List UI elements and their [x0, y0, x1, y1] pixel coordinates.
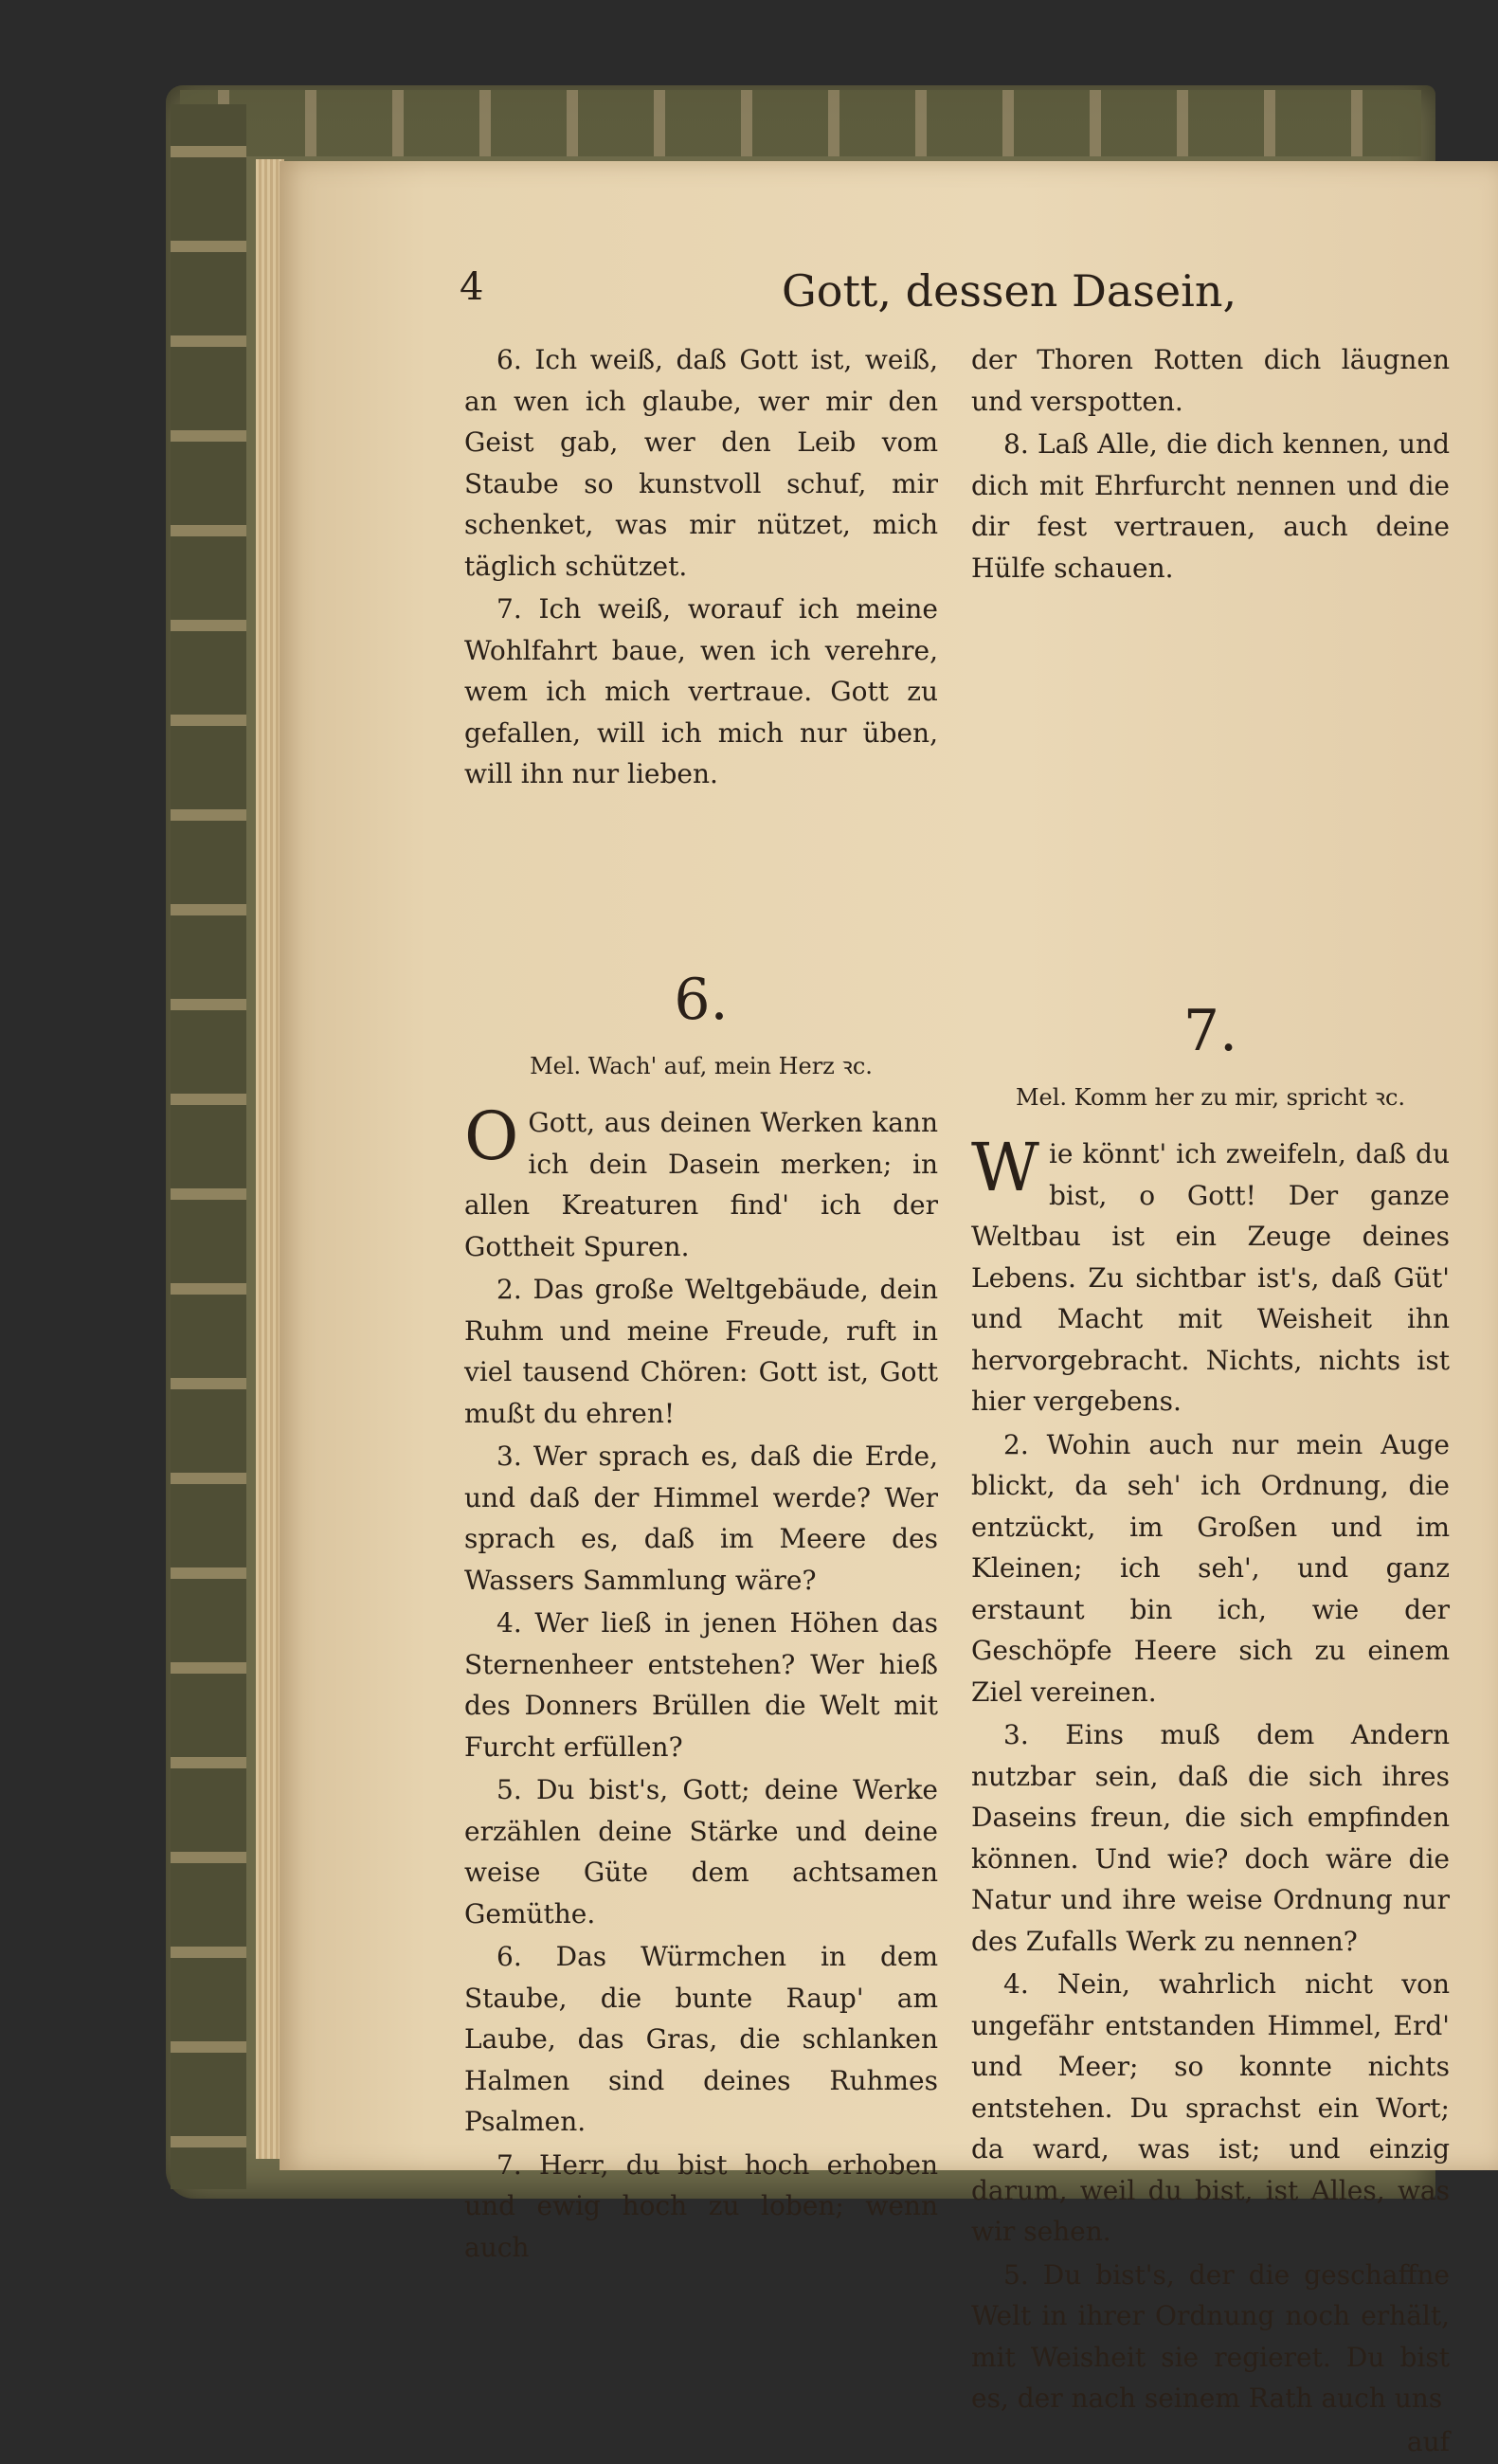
verse: 6. Ich weiß, daß Gott ist, weiß, an wen ich glaube, wer mir den Geist gab, wer den Leib vom Staube so kunstvoll schuf, mir schenket, was mir nützet, mich täglich schützet.: [464, 344, 938, 582]
verse: 5. Du bist's, der die geschaffne Welt in ihrer Ordnung noch erhält, mit Weisheit sie regieret. Du bist es, der nach seinem Rath auch uns: [971, 2258, 1450, 2414]
dropcap: W: [971, 1129, 1039, 1206]
verse-continuation: der Thoren Rotten dich läugnen und verspotten.: [971, 344, 1450, 417]
first-verse-text: Gott, aus deinen Werken kann ich dein Dasein merken; in allen Kreaturen find' ich der Gottheit Spuren.: [464, 1107, 938, 1262]
verse: 3. Wer sprach es, daß die Erde, und daß der Himmel werde? Wer sprach es, daß im Meere des Wassers Sammlung wäre?: [464, 1440, 938, 1596]
first-verse-text: ie könnt' ich zweifeln, daß du bist, o Gott! Der ganze Weltbau ist ein Zeuge deines Lebens. Zu sichtbar ist's, daß Güt' und Macht mit Weisheit ihn hervorgebracht. Nichts, nichts ist hier vergebens.: [971, 1138, 1450, 1417]
hymn-melody: Mel. Wach' auf, mein Herz ꝛc.: [530, 1053, 873, 1079]
book-page: [280, 161, 1498, 2457]
verse: 4. Nein, wahrlich nicht von ungefähr entstanden Himmel, Erd' und Meer; so konnte nichts entstehen. Du sprachst ein Wort; da ward, was ist; und einzig darum, weil du bist, ist Alles, was wir sehen.: [971, 1968, 1450, 2247]
hymn-first-verse: [464, 1097, 938, 1267]
left-column-top: [464, 339, 938, 797]
cover-ornament-top: [180, 90, 1421, 156]
hymn-melody: Mel. Komm her zu mir, spricht ꝛc.: [1015, 1084, 1406, 1111]
verse: 2. Wohin auch nur mein Auge blickt, da seh' ich Ordnung, die entzückt, im Großen und im Kleinen; ich seh', und ganz erstaunt bin ich, wie der Geschöpfe Heere sich zu einem Ziel vereinen.: [971, 1428, 1450, 1708]
page-number: 4: [460, 265, 484, 309]
verse: 6. Das Würmchen in dem Staube, die bunte Raup' am Laube, das Gras, die schlanken Halmen sind deines Ruhmes Psalmen.: [464, 1941, 938, 2137]
hymn-7: [971, 993, 1450, 2464]
page-header: [280, 265, 1498, 322]
dropcap: O: [464, 1097, 519, 1175]
hymn-number: 6.: [674, 967, 729, 1033]
hymn-first-verse: [971, 1129, 1450, 1422]
verse: 8. Laß Alle, die dich kennen, und dich mit Ehrfurcht nennen und die dir fest vertrauen, auch deine Hülfe schauen.: [971, 428, 1450, 584]
catchword: auf: [1406, 2425, 1450, 2457]
verse: 4. Wer ließ in jenen Höhen das Sternenheer entstehen? Wer hieß des Donners Brüllen die Welt mit Furcht erfüllen?: [464, 1607, 938, 1763]
verse: 3. Eins muß dem Andern nutzbar sein, daß die sich ihres Daseins freun, die sich empfinden können. Und wie? doch wäre die Natur und ihre weise Ordnung nur des Zufalls Werk zu nennen?: [971, 1719, 1450, 1957]
hymn-6: [464, 962, 938, 2270]
verse: 7. Herr, du bist hoch erhoben und ewig hoch zu loben; wenn auch: [464, 2148, 938, 2263]
right-column-top: [971, 339, 1450, 590]
cover-ornament-left: [171, 104, 246, 2189]
verse: 2. Das große Weltgebäude, dein Ruhm und meine Freude, ruft in viel tausend Chören: Gott ist, Gott mußt du ehren!: [464, 1274, 938, 1429]
verse: 5. Du bist's, Gott; deine Werke erzählen deine Stärke und deine weise Güte dem achtsamen Gemüthe.: [464, 1774, 938, 1930]
hymn-number: 7.: [1182, 998, 1238, 1064]
verse: 7. Ich weiß, worauf ich meine Wohlfahrt baue, wen ich verehre, wem ich mich vertraue. Gott zu gefallen, will ich mich nur üben, will ihn nur lieben.: [464, 593, 938, 789]
running-title: Gott, dessen Dasein,: [782, 265, 1237, 317]
